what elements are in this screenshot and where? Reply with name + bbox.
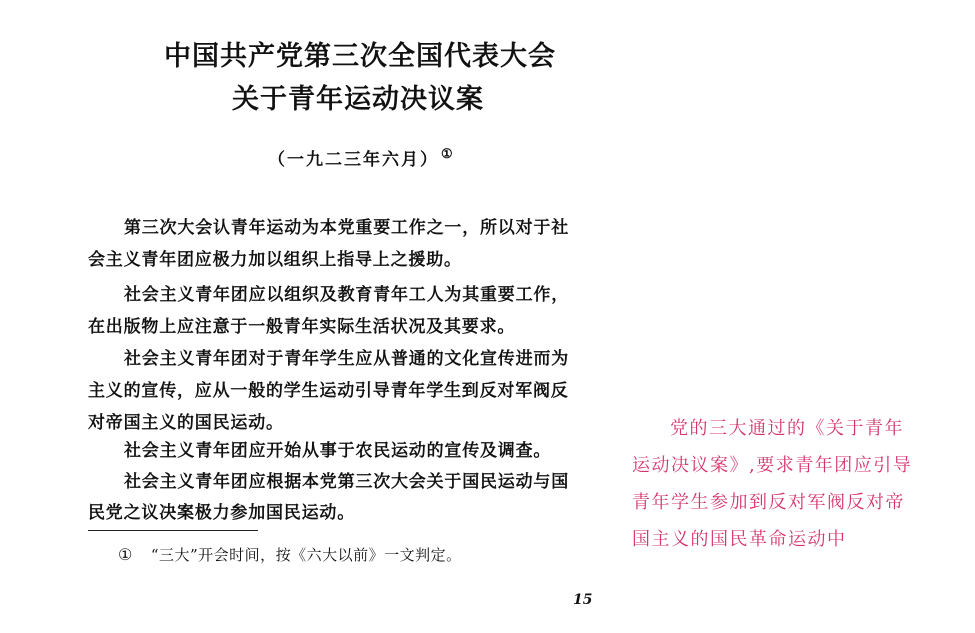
page-number: 15	[573, 592, 593, 608]
footnote-text: “三大”开会时间，按《六大以前》一文判定。	[150, 546, 462, 564]
body-line: 对帝国主义的国民运动。	[88, 413, 284, 433]
body-line: 第三次大会认青年运动为本党重要工作之一，所以对于社	[124, 218, 569, 238]
annotation-line: 党的三大通过的《关于青年	[670, 418, 904, 439]
annotation-line: 青年学生参加到反对军阀反对帝	[632, 492, 905, 513]
document-title-line1: 中国共产党第三次全国代表大会	[164, 41, 556, 72]
body-line: 民党之议决案极力参加国民运动。	[88, 503, 355, 523]
annotation-line: 国主义的国民革命运动中	[632, 529, 847, 550]
body-line: 社会主义青年团应以组织及教育青年工人为其重要工作，	[124, 285, 569, 305]
annotation-line: 运动决议案》,要求青年团应引导	[632, 455, 913, 476]
body-line: 社会主义青年团应开始从事于农民运动的宣传及调查。	[124, 441, 552, 461]
body-line: 主义的宣传，应从一般的学生运动引导青年学生到反对军阀反	[88, 381, 569, 401]
date-text: （一九二三年六月）	[268, 150, 439, 170]
body-line: 社会主义青年团应根据本党第三次大会关于国民运动与国	[124, 472, 569, 492]
body-line: 会主义青年团应极力加以组织上指导上之援助。	[88, 250, 462, 270]
footnote	[118, 544, 462, 565]
document-date	[268, 145, 455, 170]
footnote-mark: ①	[118, 545, 133, 564]
body-line: 在出版物上应注意于一般青年实际生活状况及其要求。	[88, 317, 516, 337]
body-line: 社会主义青年团对于青年学生应从普通的文化宣传进而为	[124, 349, 569, 369]
annotation-note	[632, 410, 972, 558]
document-title-line2: 关于青年运动决议案	[232, 84, 484, 115]
footnote-divider	[88, 530, 258, 531]
date-footnote-mark: ①	[441, 147, 455, 163]
